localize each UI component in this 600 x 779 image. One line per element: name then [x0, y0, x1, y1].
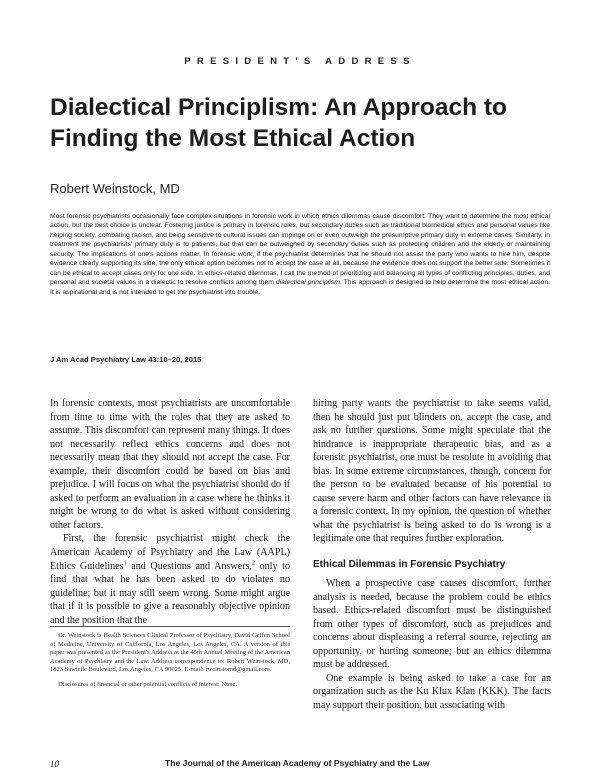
body-paragraph: hiring party wants the psychiatrist to take seems valid, then he should just put blinders on, accept the case, and ask no further questions. Some might speculate that the hindrance is inappropriate therapeutic bias, and as a forensic psychiatrist, one must be resolute in avoiding that bias. In some extreme circumstances, though, concern for the person to be evaluated because of his potential to cause severe harm and other factors can have relevance in a forensic context. In my opinion, the question of whether what the psychiatrist is being asked to do is wrong is a legitimate one that requires further exploration. — [313, 398, 551, 545]
body-paragraph: When a prospective case causes discomfort, further analysis is needed, because the problem could be ethics based. Ethics-related discomfort must be distinguished from other types of discomfort, such as prejudices and concerns about displeasing a referral source, rejecting an opportunity, or hurting someone; but an ethics dilemma must be addressed. — [313, 578, 551, 671]
reference-link[interactable]: 2 — [251, 560, 255, 567]
journal-name: The Journal of the American Academy of Psychiatry and the Law — [165, 758, 430, 768]
body-column-left — [50, 397, 290, 627]
abstract-term: dialectical principlism — [275, 279, 340, 287]
reference-link[interactable]: 1 — [123, 560, 127, 567]
page-number: 10 — [50, 759, 59, 769]
abstract-end: . This approach is designed to help determine the most ethical action. It is aspirational and is not intended to get the psychiatrist into trouble. — [50, 279, 551, 296]
abstract-text: Most forensic psychiatrists occasionally face complex situations in forensic work in which ethics dilemmas cause discomfort. They want to determine the most ethical action, but the best choice is unclear. Fostering justice is primary in forensic roles, but secondary duties such as traditional biomedical ethics and personal values like helping society, combating racism, and being sensitive to cultural issues can impinge on or even outweigh the presumptive primary duty in extreme cases. Similarly, in treatment the psychiatrists' primary duty is to patients, but that can be outweighed by secondary duties such as protecting children and the elderly or maintaining security. The implications of one's actions matter. In forensic work, if the psychiatrist determines that he should not assist the party who wants to hire him, despite evidence clearly supporting its side, the only ethical option becomes not to accept the case at all, because the evidence does not support the better side. Sometimes it can be ethical to accept cases only for one side. In ethics-related dilemmas, I call the method of prioritizing and balancing all types of conflicting principles, duties, and personal and societal values in a dialectic to resolve conflicts among them — [50, 213, 550, 287]
section-heading: Ethical Dilemmas in Forensic Psychiatry — [313, 559, 506, 571]
paragraph-text: and Questions and Answers, — [126, 560, 252, 572]
paragraph-text: First, the forensic psychiatrist might check the American Academy of Psychiatry and the Law (AAPL) Ethics Guidelines — [50, 533, 290, 572]
paragraph-text: only to find that what he has been asked to do violates no guideline; but it may still seem wrong. Some might argue that if it is possible to give a reasonably objective opinion and the position that the — [50, 560, 290, 626]
footnote-divider — [50, 626, 290, 627]
body-column-right — [313, 397, 551, 712]
article-title: Dialectical Principlism: An Approach to Finding the Most Ethical Action — [50, 94, 507, 152]
author-affiliation: Dr. Weinstock is Health Sciences Clinical Professor of Psychiatry, David Geffen School of Medicine, University of California, Los Angeles, Los Angeles, CA. A version of this paper was presented as the President's Address at the 45th Annual Meeting of the American Academy of Psychiatry and the Law. Address correspondence to: Robert Weinstock, MD, 1823 Sawtelle Boulevard, Los Angeles, CA 90025. E-mail: rweinstomd@gmail.com. — [50, 632, 290, 674]
section-label: PRESIDENT'S ADDRESS — [184, 56, 416, 67]
abstract — [50, 212, 550, 297]
body-paragraph — [50, 532, 290, 627]
author-name: Robert Weinstock, MD — [50, 181, 180, 196]
body-paragraph: One example is being asked to take a case for an organization such as the Ku Klux Klan (KKK). The facts may support their position, but associating with — [313, 672, 551, 711]
disclosure-statement: Disclosures of financial or other potential conflicts of interest: None. — [58, 680, 238, 688]
body-paragraph: In forensic contexts, most psychiatrists are uncomfortable from time to time with the roles that they are asked to assume. This discomfort can represent many things. It does not necessarily reflect ethics concerns and does not necessarily mean that they should not accept the case. For example, their discomfort could be based on bias and prejudice. I will focus on what the psychiatrist should do if asked to perform an evaluation in a case where he thinks it might be wrong to do what is asked without considering other factors. — [50, 398, 290, 531]
citation: J Am Acad Psychiatry Law 43:10–20, 2015 — [50, 355, 202, 364]
footnote — [50, 632, 290, 690]
